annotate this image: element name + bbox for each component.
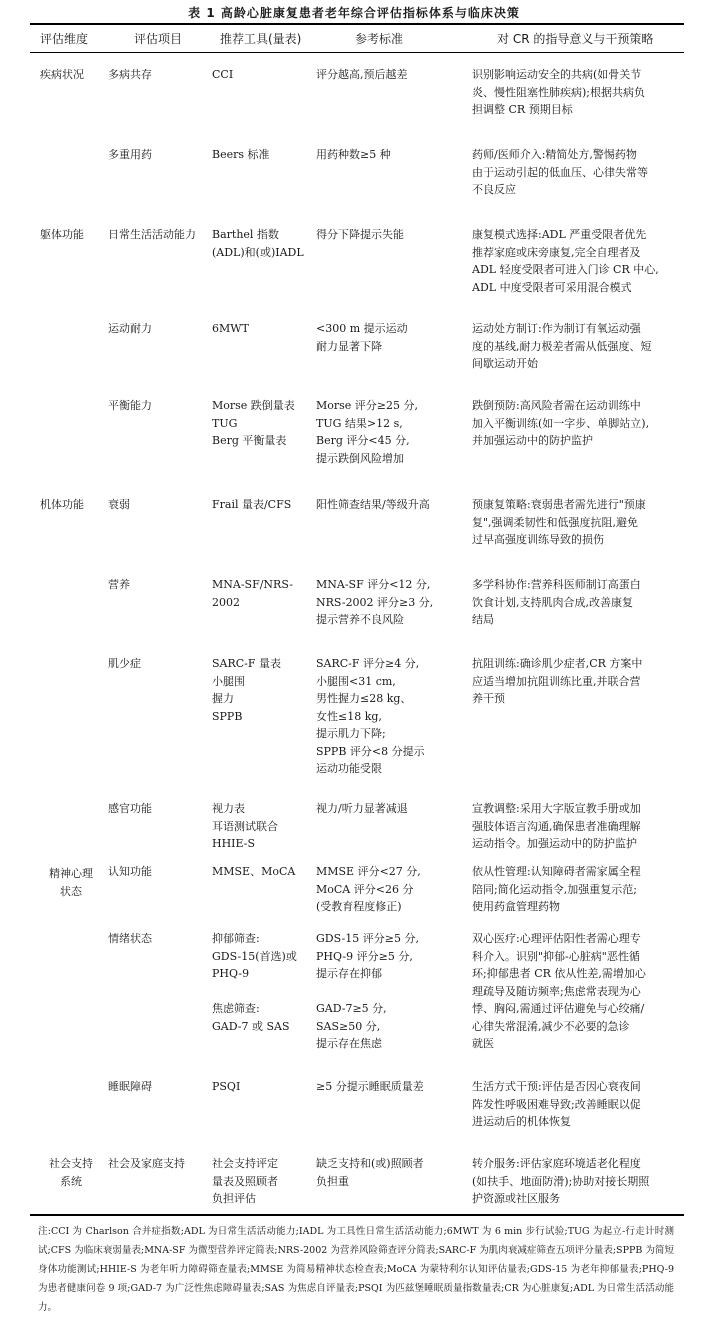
standard-text: 用药种数≥5 种: [316, 148, 391, 161]
item-label: 睡眠障碍: [108, 1080, 152, 1093]
standard-text: SARC-F 评分≥4 分, 小腿围<31 cm, 男性握力≤28 kg、 女性≤18 kg, 提示肌力下降; SPPB 评分<8 分提示 运动功能受限: [316, 657, 425, 775]
tool-text: PSQI: [212, 1080, 241, 1093]
header-item: 评估项目: [134, 32, 183, 46]
guidance-text: 药师/医师介入:精简处方,警惕药物 由于运动引起的低血压、心律失常等 不良反应: [472, 148, 648, 196]
table-title: 表 1 高龄心脏康复患者老年综合评估指标体系与临床决策: [188, 6, 520, 20]
header-rule: [30, 52, 684, 53]
dimension-mental: 精神心理 状态: [49, 867, 93, 898]
tool-text: MNA-SF/NRS-2002: [212, 578, 293, 609]
standard-text: 得分下降提示失能: [316, 228, 404, 241]
guidance-text: 康复模式选择:ADL 严重受限者优先 推荐家庭或床旁康复,完全自理者及 ADL 轻度受限者可进入门诊 CR 中心, ADL 中度受限者可采用混合模式: [472, 228, 659, 294]
guidance-text: 预康复策略:衰弱患者需先进行"预康 复",强调柔韧性和低强度抗阻,避免 过早高强度训练导致的损伤: [472, 498, 646, 546]
header-standard: 参考标准: [355, 32, 404, 46]
tool-text: 视力表 耳语测试联合 HHIE-S: [212, 802, 278, 850]
tool-text: 社会支持评定 量表及照顾者 负担评估: [212, 1157, 278, 1205]
item-label: 运动耐力: [108, 322, 152, 335]
tool-text: 抑郁筛查: GDS-15(首选)或 PHQ-9 焦虑筛查: GAD-7 或 SAS: [212, 932, 297, 1033]
standard-text: 缺乏支持和(或)照顾者 负担重: [316, 1157, 424, 1188]
item-label: 营养: [108, 578, 130, 591]
standard-text: 评分越高,预后越差: [316, 68, 408, 81]
standard-text: MMSE 评分<27 分, MoCA 评分<26 分 (受教育程度修正): [316, 865, 421, 913]
guidance-text: 抗阻训练:确诊肌少症者,CR 方案中 应适当增加抗阻训练比重,并联合营 养干预: [472, 657, 643, 705]
tool-text: Beers 标准: [212, 148, 270, 161]
tool-text: Barthel 指数 (ADL)和(或)IADL: [212, 228, 304, 259]
item-label: 认知功能: [108, 865, 152, 878]
guidance-text: 双心医疗:心理评估阳性者需心理专 科介入。识别"抑郁-心脏病"恶性循 环;抑郁患者 CR 依从性差,需增加心 理疏导及随访频率;焦虑常表现为心 悸、胸闷,需通过评估避免与心绞痛/ 心律失常混淆,减少不必要的急诊 就医: [472, 932, 646, 1050]
guidance-text: 跌倒预防:高风险者需在运动训练中 加入平衡训练(如一字步、单脚站立), 并加强运动中的防护监护: [472, 399, 650, 447]
item-label: 感官功能: [108, 802, 152, 815]
guidance-text: 多学科协作:营养科医师制订高蛋白 饮食计划,支持肌肉合成,改善康复 结局: [472, 578, 641, 626]
dimension-disease: 疾病状况: [40, 68, 84, 81]
dimension-social: 社会支持 系统: [49, 1157, 93, 1188]
item-label: 肌少症: [108, 657, 141, 670]
standard-text: <300 m 提示运动 耐力显著下降: [316, 322, 408, 353]
guidance-text: 运动处方制订:作为制订有氧运动强 度的基线,耐力极差者需从低强度、短 间歇运动开始: [472, 322, 652, 370]
guidance-text: 宣教调整:采用大字版宣教手册或加 强肢体语言沟通,确保患者准确理解 运动指令。加强运动中的防护监护: [472, 802, 641, 850]
top-rule: [30, 23, 684, 25]
header-guidance: 对 CR 的指导意义与干预策略: [497, 32, 654, 46]
standard-text: 视力/听力显著减退: [316, 802, 408, 815]
header-tool: 推荐工具(量表): [220, 32, 302, 46]
standard-text: ≥5 分提示睡眠质量差: [316, 1080, 424, 1093]
header-dimension: 评估维度: [40, 32, 89, 46]
dimension-body: 机体功能: [40, 498, 84, 511]
bottom-rule: [30, 1214, 684, 1216]
tool-text: MMSE、MoCA: [212, 865, 296, 878]
guidance-text: 依从性管理:认知障碍者需家属全程 陪同;简化运动指令,加强重复示范; 使用药盒管理药物: [472, 865, 641, 913]
tool-text: CCI: [212, 68, 234, 81]
item-label: 多重用药: [108, 148, 152, 161]
tool-text: 6MWT: [212, 322, 249, 335]
item-label: 日常生活活动能力: [108, 228, 196, 241]
table-footnote: 注:CCI 为 Charlson 合并症指数;ADL 为日常生活活动能力;IADL 为工具性日常生活活动能力;6MWT 为 6 min 步行试验;TUG 为起立-行走计时测试;CFS 为临床衰弱量表;MNA-SF 为微型营养评定简表;NRS-2002 为营养风险筛查评分简表;SARC-F 为肌肉衰减症筛查五项评分量表;SPPB 为简短身体功能测试;HHIE-S 为老年听力障碍筛查量表;MMSE 为简易精神状态检查表;MoCA 为蒙特利尔认知评估量表;GDS-15 为老年抑郁量表;PHQ-9 为患者健康问卷 9 项;GAD-7 为广泛性焦虑障碍量表;SAS 为焦虑自评量表;PSQI 为匹兹堡睡眠质量指数量表;CR 为心脏康复;ADL 为日常生活活动能力。: [38, 1226, 674, 1313]
guidance-text: 转介服务:评估家庭环境适老化程度 (如扶手、地面防滑);协助对接长期照 护资源或社区服务: [472, 1157, 650, 1205]
tool-text: Frail 量表/CFS: [212, 498, 292, 511]
item-label: 多病共存: [108, 68, 152, 81]
standard-text: GDS-15 评分≥5 分, PHQ-9 评分≥5 分, 提示存在抑郁 GAD-7≥5 分, SAS≥50 分, 提示存在焦虑: [316, 932, 419, 1050]
dimension-physical: 躯体功能: [40, 228, 84, 241]
standard-text: Morse 评分≥25 分, TUG 结果>12 s, Berg 评分<45 分, 提示跌倒风险增加: [316, 399, 419, 465]
guidance-text: 识别影响运动安全的共病(如骨关节 炎、慢性阻塞性肺疾病);根据共病负 担调整 CR 预期目标: [472, 68, 645, 116]
tool-text: SARC-F 量表 小腿围 握力 SPPB: [212, 657, 282, 723]
item-label: 情绪状态: [108, 932, 152, 945]
standard-text: MNA-SF 评分<12 分, NRS-2002 评分≥3 分, 提示营养不良风险: [316, 578, 434, 626]
item-label: 社会及家庭支持: [108, 1157, 185, 1170]
item-label: 衰弱: [108, 498, 130, 511]
tool-text: Morse 跌倒量表 TUG Berg 平衡量表: [212, 399, 295, 447]
guidance-text: 生活方式干预:评估是否因心衰夜间 阵发性呼吸困难导致;改善睡眠以促 进运动后的机体恢复: [472, 1080, 641, 1128]
standard-text: 阳性筛查结果/等级升高: [316, 498, 430, 511]
item-label: 平衡能力: [108, 399, 152, 412]
